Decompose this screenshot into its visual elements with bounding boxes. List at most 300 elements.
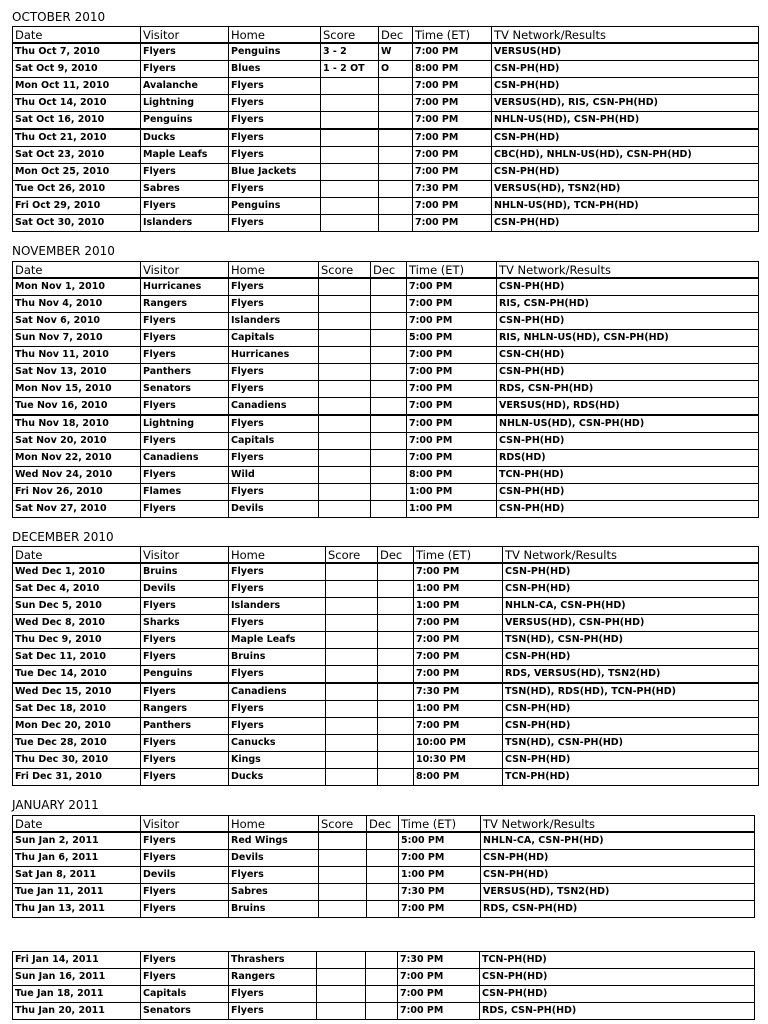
tv-network-cell: RDS, CSN-PH(HD) [497, 381, 759, 398]
home-cell: Sabres [229, 884, 319, 901]
table-row [13, 850, 755, 867]
table-row [13, 78, 759, 95]
october-heading: OCTOBER 2010 [12, 10, 106, 24]
home-cell: Flyers [229, 701, 326, 718]
visitor-cell: Maple Leafs [141, 147, 229, 164]
home-cell: Ducks [229, 769, 326, 786]
dec-cell [378, 701, 414, 718]
visitor-cell: Flyers [141, 884, 229, 901]
visitor-cell: Senators [141, 1003, 229, 1020]
time-cell: 7:30 PM [413, 181, 492, 198]
home-cell: Flyers [229, 381, 319, 398]
date-cell: Mon Nov 15, 2010 [13, 381, 141, 398]
visitor-cell: Flyers [141, 901, 229, 918]
dec-cell [367, 901, 399, 918]
home-cell: Rangers [229, 969, 317, 986]
january-heading: JANUARY 2011 [12, 798, 99, 812]
tv-network-cell: NHLN-CA, CSN-PH(HD) [503, 598, 759, 615]
tv-network-cell: CSN-PH(HD) [503, 718, 759, 735]
header-row [13, 816, 755, 833]
dec-cell [378, 649, 414, 666]
time-cell: 7:00 PM [413, 43, 492, 61]
date-cell: Tue Dec 28, 2010 [13, 735, 141, 752]
table-row [13, 832, 755, 850]
visitor-cell: Avalanche [141, 78, 229, 95]
home-cell: Flyers [229, 112, 321, 130]
date-cell: Sat Dec 18, 2010 [13, 701, 141, 718]
dec-cell [379, 95, 413, 112]
column-header-home: Home [229, 547, 326, 564]
table-row [13, 330, 759, 347]
tv-network-cell: CSN-PH(HD) [480, 986, 755, 1003]
dec-cell [378, 615, 414, 632]
visitor-cell: Canadiens [141, 450, 229, 467]
score-cell [321, 198, 379, 215]
tv-network-cell: RDS, VERSUS(HD), TSN2(HD) [503, 666, 759, 684]
column-header-home: Home [229, 27, 321, 44]
date-cell: Sun Jan 16, 2011 [13, 969, 141, 986]
table-row [13, 129, 759, 147]
column-header-date: Date [13, 262, 141, 279]
time-cell: 7:00 PM [413, 129, 492, 147]
date-cell: Sat Oct 30, 2010 [13, 215, 141, 232]
dec-cell [371, 433, 407, 450]
date-cell: Thu Oct 21, 2010 [13, 129, 141, 147]
visitor-cell: Flyers [141, 433, 229, 450]
home-cell: Bruins [229, 649, 326, 666]
table-row [13, 501, 759, 518]
tv-network-cell: TSN(HD), CSN-PH(HD) [503, 735, 759, 752]
tv-network-cell: RIS, NHLN-US(HD), CSN-PH(HD) [497, 330, 759, 347]
date-cell: Sat Jan 8, 2011 [13, 867, 141, 884]
score-cell [326, 615, 378, 632]
tv-network-cell: CSN-PH(HD) [503, 752, 759, 769]
score-cell [319, 832, 367, 850]
time-cell: 7:00 PM [413, 112, 492, 130]
home-cell: Flyers [229, 364, 319, 381]
date-cell: Wed Nov 24, 2010 [13, 467, 141, 484]
dec-cell [366, 969, 398, 986]
time-cell: 7:00 PM [407, 364, 497, 381]
home-cell: Bruins [229, 901, 319, 918]
time-cell: 7:00 PM [414, 632, 503, 649]
visitor-cell: Flyers [141, 735, 229, 752]
column-header-dec: Dec [378, 547, 414, 564]
table-row [13, 683, 759, 701]
tv-network-cell: CSN-PH(HD) [503, 649, 759, 666]
score-cell [319, 415, 371, 433]
tv-network-cell: VERSUS(HD), TSN2(HD) [481, 884, 755, 901]
tv-network-cell: CSN-PH(HD) [492, 164, 759, 181]
time-cell: 7:30 PM [399, 884, 481, 901]
score-cell [317, 986, 366, 1003]
score-cell [321, 112, 379, 130]
column-header-time: Time (ET) [399, 816, 481, 833]
table-row [13, 1003, 755, 1020]
score-cell [319, 450, 371, 467]
column-header-dec: Dec [367, 816, 399, 833]
date-cell: Wed Dec 8, 2010 [13, 615, 141, 632]
home-cell: Blues [229, 61, 321, 78]
time-cell: 7:00 PM [407, 450, 497, 467]
column-header-home: Home [229, 262, 319, 279]
table-row [13, 769, 759, 786]
column-header-time: Time (ET) [407, 262, 497, 279]
january-continuation-table [12, 951, 755, 1020]
home-cell: Hurricanes [229, 347, 319, 364]
time-cell: 7:00 PM [414, 649, 503, 666]
dec-cell [371, 364, 407, 381]
date-cell: Mon Nov 22, 2010 [13, 450, 141, 467]
score-cell [321, 95, 379, 112]
tv-network-cell: CSN-PH(HD) [480, 969, 755, 986]
time-cell: 7:00 PM [399, 850, 481, 867]
visitor-cell: Sabres [141, 181, 229, 198]
time-cell: 7:00 PM [407, 398, 497, 416]
table-row [13, 563, 759, 581]
score-cell [319, 467, 371, 484]
score-cell [319, 484, 371, 501]
time-cell: 8:00 PM [407, 467, 497, 484]
dec-cell: W [379, 43, 413, 61]
time-cell: 7:00 PM [407, 347, 497, 364]
score-cell [326, 563, 378, 581]
date-cell: Thu Oct 14, 2010 [13, 95, 141, 112]
tv-network-cell: CSN-PH(HD) [492, 129, 759, 147]
home-cell: Flyers [229, 215, 321, 232]
home-cell: Flyers [229, 129, 321, 147]
dec-cell [366, 1003, 398, 1020]
column-header-tv-network: TV Network/Results [497, 262, 759, 279]
visitor-cell: Ducks [141, 129, 229, 147]
date-cell: Tue Dec 14, 2010 [13, 666, 141, 684]
date-cell: Mon Dec 20, 2010 [13, 718, 141, 735]
visitor-cell: Flyers [141, 398, 229, 416]
time-cell: 7:00 PM [413, 147, 492, 164]
tv-network-cell: CSN-PH(HD) [492, 61, 759, 78]
time-cell: 7:00 PM [399, 901, 481, 918]
visitor-cell: Lightning [141, 415, 229, 433]
time-cell: 5:00 PM [407, 330, 497, 347]
date-cell: Sat Nov 20, 2010 [13, 433, 141, 450]
table-row [13, 952, 755, 969]
time-cell: 7:00 PM [413, 198, 492, 215]
time-cell: 8:00 PM [413, 61, 492, 78]
score-cell [319, 433, 371, 450]
visitor-cell: Hurricanes [141, 278, 229, 296]
column-header-date: Date [13, 816, 141, 833]
date-cell: Sat Dec 11, 2010 [13, 649, 141, 666]
score-cell [326, 683, 378, 701]
tv-network-cell: CSN-PH(HD) [497, 484, 759, 501]
november-schedule-table [12, 261, 759, 518]
home-cell: Flyers [229, 278, 319, 296]
time-cell: 1:00 PM [414, 598, 503, 615]
date-cell: Thu Nov 11, 2010 [13, 347, 141, 364]
score-cell [317, 1003, 366, 1020]
column-header-visitor: Visitor [141, 262, 229, 279]
date-cell: Sat Oct 9, 2010 [13, 61, 141, 78]
dec-cell [379, 164, 413, 181]
time-cell: 7:00 PM [413, 164, 492, 181]
dec-cell [378, 769, 414, 786]
table-row [13, 164, 759, 181]
table-row [13, 484, 759, 501]
visitor-cell: Flyers [141, 598, 229, 615]
header-row [13, 27, 759, 44]
date-cell: Thu Nov 4, 2010 [13, 296, 141, 313]
time-cell: 7:00 PM [407, 433, 497, 450]
date-cell: Thu Dec 30, 2010 [13, 752, 141, 769]
column-header-visitor: Visitor [141, 27, 229, 44]
column-header-tv-network: TV Network/Results [481, 816, 755, 833]
table-row [13, 718, 759, 735]
time-cell: 7:00 PM [398, 1003, 480, 1020]
tv-network-cell: NHLN-CA, CSN-PH(HD) [481, 832, 755, 850]
date-cell: Thu Nov 18, 2010 [13, 415, 141, 433]
visitor-cell: Senators [141, 381, 229, 398]
dec-cell [371, 450, 407, 467]
home-cell: Canadiens [229, 683, 326, 701]
tv-network-cell: CSN-PH(HD) [497, 501, 759, 518]
visitor-cell: Flyers [141, 61, 229, 78]
home-cell: Flyers [229, 296, 319, 313]
score-cell [321, 147, 379, 164]
header-row [13, 547, 759, 564]
october-schedule-table [12, 26, 759, 232]
home-cell: Flyers [229, 867, 319, 884]
visitor-cell: Lightning [141, 95, 229, 112]
table-row [13, 581, 759, 598]
column-header-tv-network: TV Network/Results [492, 27, 759, 44]
date-cell: Tue Nov 16, 2010 [13, 398, 141, 416]
visitor-cell: Rangers [141, 296, 229, 313]
date-cell: Sun Dec 5, 2010 [13, 598, 141, 615]
score-cell [321, 181, 379, 198]
visitor-cell: Flyers [141, 501, 229, 518]
time-cell: 10:30 PM [414, 752, 503, 769]
dec-cell [379, 215, 413, 232]
table-row [13, 884, 755, 901]
time-cell: 7:00 PM [407, 296, 497, 313]
column-header-home: Home [229, 816, 319, 833]
visitor-cell: Panthers [141, 718, 229, 735]
tv-network-cell: RDS, CSN-PH(HD) [480, 1003, 755, 1020]
visitor-cell: Bruins [141, 563, 229, 581]
score-cell [326, 735, 378, 752]
date-cell: Fri Oct 29, 2010 [13, 198, 141, 215]
time-cell: 7:00 PM [414, 718, 503, 735]
visitor-cell: Flyers [141, 43, 229, 61]
tv-network-cell: CSN-PH(HD) [503, 581, 759, 598]
visitor-cell: Devils [141, 867, 229, 884]
dec-cell [379, 181, 413, 198]
date-cell: Fri Nov 26, 2010 [13, 484, 141, 501]
home-cell: Flyers [229, 666, 326, 684]
tv-network-cell: CSN-PH(HD) [492, 78, 759, 95]
time-cell: 7:30 PM [398, 952, 480, 969]
time-cell: 7:30 PM [414, 683, 503, 701]
score-cell [319, 364, 371, 381]
column-header-dec: Dec [379, 27, 413, 44]
score-cell [326, 718, 378, 735]
time-cell: 8:00 PM [414, 769, 503, 786]
home-cell: Penguins [229, 198, 321, 215]
score-cell [326, 598, 378, 615]
tv-network-cell: NHLN-US(HD), CSN-PH(HD) [497, 415, 759, 433]
visitor-cell: Flyers [141, 850, 229, 867]
home-cell: Blue Jackets [229, 164, 321, 181]
score-cell [319, 313, 371, 330]
table-row [13, 666, 759, 684]
visitor-cell: Flyers [141, 683, 229, 701]
time-cell: 7:00 PM [413, 215, 492, 232]
table-row [13, 198, 759, 215]
visitor-cell: Flyers [141, 969, 229, 986]
tv-network-cell: CSN-PH(HD) [481, 850, 755, 867]
tv-network-cell: NHLN-US(HD), CSN-PH(HD) [492, 112, 759, 130]
visitor-cell: Rangers [141, 701, 229, 718]
time-cell: 1:00 PM [414, 581, 503, 598]
dec-cell [371, 484, 407, 501]
time-cell: 5:00 PM [399, 832, 481, 850]
date-cell: Tue Oct 26, 2010 [13, 181, 141, 198]
date-cell: Sat Nov 27, 2010 [13, 501, 141, 518]
table-row [13, 986, 755, 1003]
date-cell: Sat Dec 4, 2010 [13, 581, 141, 598]
column-header-score: Score [321, 27, 379, 44]
column-header-score: Score [319, 262, 371, 279]
table-row [13, 415, 759, 433]
score-cell: 1 - 2 OT [321, 61, 379, 78]
score-cell [319, 901, 367, 918]
dec-cell [367, 850, 399, 867]
visitor-cell: Penguins [141, 112, 229, 130]
date-cell: Sat Nov 6, 2010 [13, 313, 141, 330]
score-cell [326, 666, 378, 684]
score-cell [317, 969, 366, 986]
home-cell: Maple Leafs [229, 632, 326, 649]
time-cell: 7:00 PM [407, 381, 497, 398]
date-cell: Wed Dec 1, 2010 [13, 563, 141, 581]
home-cell: Capitals [229, 330, 319, 347]
date-cell: Mon Oct 11, 2010 [13, 78, 141, 95]
date-cell: Sat Oct 23, 2010 [13, 147, 141, 164]
visitor-cell: Capitals [141, 986, 229, 1003]
home-cell: Red Wings [229, 832, 319, 850]
time-cell: 7:00 PM [398, 986, 480, 1003]
dec-cell [367, 867, 399, 884]
home-cell: Kings [229, 752, 326, 769]
score-cell [321, 215, 379, 232]
dec-cell [371, 501, 407, 518]
tv-network-cell: TCN-PH(HD) [497, 467, 759, 484]
time-cell: 7:00 PM [414, 615, 503, 632]
date-cell: Thu Jan 13, 2011 [13, 901, 141, 918]
score-cell [319, 501, 371, 518]
tv-network-cell: TSN(HD), CSN-PH(HD) [503, 632, 759, 649]
table-row [13, 450, 759, 467]
visitor-cell: Flyers [141, 330, 229, 347]
tv-network-cell: TCN-PH(HD) [480, 952, 755, 969]
dec-cell [378, 683, 414, 701]
score-cell [321, 164, 379, 181]
time-cell: 7:00 PM [407, 415, 497, 433]
tv-network-cell: CSN-PH(HD) [503, 563, 759, 581]
tv-network-cell: CSN-PH(HD) [492, 215, 759, 232]
time-cell: 10:00 PM [414, 735, 503, 752]
tv-network-cell: VERSUS(HD) [492, 43, 759, 61]
table-row [13, 147, 759, 164]
visitor-cell: Devils [141, 581, 229, 598]
home-cell: Devils [229, 850, 319, 867]
time-cell: 7:00 PM [398, 969, 480, 986]
column-header-time: Time (ET) [413, 27, 492, 44]
score-cell [321, 78, 379, 95]
table-row [13, 433, 759, 450]
table-row [13, 278, 759, 296]
score-cell [319, 884, 367, 901]
table-row [13, 467, 759, 484]
home-cell: Canadiens [229, 398, 319, 416]
table-row [13, 347, 759, 364]
home-cell: Flyers [229, 95, 321, 112]
visitor-cell: Flyers [141, 752, 229, 769]
time-cell: 1:00 PM [407, 501, 497, 518]
header-row [13, 262, 759, 279]
dec-cell [371, 313, 407, 330]
home-cell: Flyers [229, 581, 326, 598]
home-cell: Wild [229, 467, 319, 484]
score-cell [326, 581, 378, 598]
tv-network-cell: CSN-PH(HD) [497, 433, 759, 450]
dec-cell [378, 666, 414, 684]
dec-cell [378, 735, 414, 752]
home-cell: Capitals [229, 433, 319, 450]
dec-cell [379, 129, 413, 147]
score-cell [319, 347, 371, 364]
score-cell [317, 952, 366, 969]
table-row [13, 969, 755, 986]
tv-network-cell: CSN-CH(HD) [497, 347, 759, 364]
date-cell: Fri Jan 14, 2011 [13, 952, 141, 969]
dec-cell [379, 147, 413, 164]
home-cell: Islanders [229, 313, 319, 330]
column-header-score: Score [326, 547, 378, 564]
score-cell [326, 769, 378, 786]
table-row [13, 215, 759, 232]
date-cell: Mon Oct 25, 2010 [13, 164, 141, 181]
tv-network-cell: NHLN-US(HD), TCN-PH(HD) [492, 198, 759, 215]
tv-network-cell: VERSUS(HD), RDS(HD) [497, 398, 759, 416]
time-cell: 1:00 PM [414, 701, 503, 718]
table-row [13, 867, 755, 884]
time-cell: 7:00 PM [413, 95, 492, 112]
visitor-cell: Flyers [141, 164, 229, 181]
score-cell [319, 381, 371, 398]
score-cell [326, 649, 378, 666]
dec-cell [378, 563, 414, 581]
tv-network-cell: CBC(HD), NHLN-US(HD), CSN-PH(HD) [492, 147, 759, 164]
visitor-cell: Islanders [141, 215, 229, 232]
dec-cell [367, 884, 399, 901]
time-cell: 1:00 PM [407, 484, 497, 501]
visitor-cell: Panthers [141, 364, 229, 381]
tv-network-cell: VERSUS(HD), CSN-PH(HD) [503, 615, 759, 632]
date-cell: Wed Dec 15, 2010 [13, 683, 141, 701]
tv-network-cell: TCN-PH(HD) [503, 769, 759, 786]
visitor-cell: Flyers [141, 769, 229, 786]
